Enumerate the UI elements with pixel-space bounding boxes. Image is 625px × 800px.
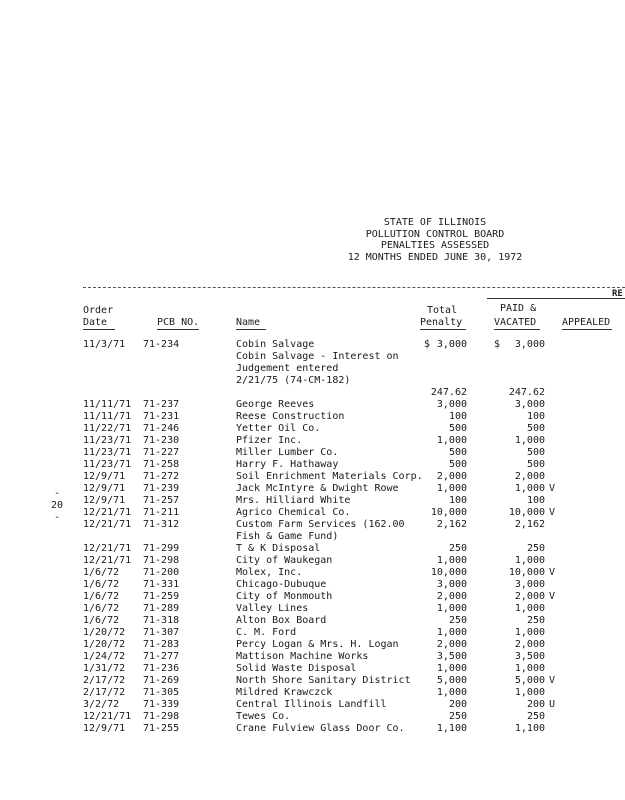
row-paid-vacated: 3,000 bbox=[514, 399, 545, 410]
row-name: Mrs. Hilliard White bbox=[236, 495, 351, 506]
row-status-flag: U bbox=[549, 699, 556, 710]
row-total-penalty: 3,500 bbox=[436, 651, 467, 662]
row-date: 12/21/71 bbox=[83, 543, 132, 554]
row-name: Central Illinois Landfill bbox=[236, 699, 387, 710]
title-penalties: PENALTIES ASSESSED bbox=[380, 240, 490, 251]
row-date: 1/24/72 bbox=[83, 651, 126, 662]
row-pcb-no: 71-255 bbox=[143, 723, 180, 734]
row-name: Percy Logan & Mrs. H. Logan bbox=[236, 639, 399, 650]
row-name: 2/21/75 (74-CM-182) bbox=[236, 375, 351, 386]
row-total-penalty: 5,000 bbox=[436, 675, 467, 686]
row-name: Fish & Game Fund) bbox=[236, 531, 339, 542]
row-paid-vacated: 10,000 bbox=[508, 507, 545, 518]
table-row bbox=[0, 651, 625, 663]
row-date: 12/21/71 bbox=[83, 711, 132, 722]
table-row bbox=[0, 603, 625, 615]
row-paid-vacated: 10,000 bbox=[508, 567, 545, 578]
page-number-value: 20 bbox=[50, 500, 64, 511]
row-total-dollar-sign: $ bbox=[424, 339, 431, 350]
row-pcb-no: 71-239 bbox=[143, 483, 180, 494]
underline-pcb bbox=[157, 329, 199, 330]
row-date: 11/23/71 bbox=[83, 447, 132, 458]
row-pcb-no: 71-277 bbox=[143, 651, 180, 662]
row-pcb-no: 71-283 bbox=[143, 639, 180, 650]
table-row bbox=[0, 543, 625, 555]
row-paid-vacated: 500 bbox=[526, 423, 545, 434]
row-name: Mattison Machine Works bbox=[236, 651, 369, 662]
row-paid-vacated: 500 bbox=[526, 447, 545, 458]
table-row bbox=[0, 483, 625, 495]
row-date: 1/6/72 bbox=[83, 615, 120, 626]
report-title bbox=[320, 217, 550, 263]
row-paid-vacated: 247.62 bbox=[508, 387, 545, 398]
underline-vacated bbox=[494, 329, 540, 330]
row-status-flag: V bbox=[549, 567, 556, 578]
row-total-penalty: 200 bbox=[448, 699, 467, 710]
row-name: Valley Lines bbox=[236, 603, 309, 614]
col-appealed: APPEALED bbox=[562, 317, 611, 328]
row-name: Reese Construction bbox=[236, 411, 345, 422]
row-total-penalty: 1,000 bbox=[436, 483, 467, 494]
row-name: Alton Box Board bbox=[236, 615, 327, 626]
row-paid-vacated: 5,000 bbox=[514, 675, 545, 686]
row-date: 1/31/72 bbox=[83, 663, 126, 674]
row-total-penalty: 1,100 bbox=[436, 723, 467, 734]
page-number-dash-top: - bbox=[53, 488, 61, 499]
row-name: Crane Fulview Glass Door Co. bbox=[236, 723, 405, 734]
row-pcb-no: 71-257 bbox=[143, 495, 180, 506]
table-row bbox=[0, 519, 625, 531]
row-paid-vacated: 2,000 bbox=[514, 639, 545, 650]
row-paid-vacated: 200 bbox=[526, 699, 545, 710]
row-name: City of Monmouth bbox=[236, 591, 333, 602]
row-name: Mildred Krawczck bbox=[236, 687, 333, 698]
header-rule-top bbox=[83, 287, 625, 288]
table-row bbox=[0, 507, 625, 519]
table-row bbox=[0, 387, 625, 399]
row-pcb-no: 71-269 bbox=[143, 675, 180, 686]
col-date: Date bbox=[83, 317, 108, 328]
row-pcb-no: 71-298 bbox=[143, 711, 180, 722]
row-date: 1/6/72 bbox=[83, 567, 120, 578]
row-name: Tewes Co. bbox=[236, 711, 291, 722]
table-row bbox=[0, 471, 625, 483]
row-paid-vacated: 1,000 bbox=[514, 603, 545, 614]
row-pcb-no: 71-236 bbox=[143, 663, 180, 674]
row-date: 12/9/71 bbox=[83, 495, 126, 506]
row-total-penalty: 500 bbox=[448, 423, 467, 434]
row-date: 12/9/71 bbox=[83, 483, 126, 494]
row-date: 11/3/71 bbox=[83, 339, 126, 350]
row-status-flag: V bbox=[549, 483, 556, 494]
row-name: City of Waukegan bbox=[236, 555, 333, 566]
row-status-flag: V bbox=[549, 507, 556, 518]
row-paid-vacated: 500 bbox=[526, 459, 545, 470]
row-paid-vacated: 1,000 bbox=[514, 663, 545, 674]
row-paid-vacated: 2,162 bbox=[514, 519, 545, 530]
row-paid-vacated: 100 bbox=[526, 411, 545, 422]
row-total-penalty: 3,000 bbox=[436, 399, 467, 410]
row-total-penalty: 100 bbox=[448, 495, 467, 506]
row-total-penalty: 500 bbox=[448, 447, 467, 458]
table-row bbox=[0, 411, 625, 423]
row-total-penalty: 10,000 bbox=[430, 507, 467, 518]
row-paid-vacated: 3,500 bbox=[514, 651, 545, 662]
row-total-penalty: 100 bbox=[448, 411, 467, 422]
row-name: Yetter Oil Co. bbox=[236, 423, 321, 434]
table-row bbox=[0, 663, 625, 675]
table-row bbox=[0, 699, 625, 711]
row-total-penalty: 10,000 bbox=[430, 567, 467, 578]
paid-group-rule bbox=[487, 298, 625, 299]
table-row bbox=[0, 375, 625, 387]
row-name: Harry F. Hathaway bbox=[236, 459, 339, 470]
row-paid-vacated: 250 bbox=[526, 543, 545, 554]
row-total-penalty: 1,000 bbox=[436, 555, 467, 566]
row-date: 12/9/71 bbox=[83, 471, 126, 482]
row-pcb-no: 71-200 bbox=[143, 567, 180, 578]
row-total-penalty: 250 bbox=[448, 543, 467, 554]
title-period: 12 MONTHS ENDED JUNE 30, 1972 bbox=[347, 251, 523, 263]
row-name: Soil Enrichment Materials Corp. bbox=[236, 471, 423, 482]
row-date: 3/2/72 bbox=[83, 699, 120, 710]
row-paid-vacated: 2,000 bbox=[514, 591, 545, 602]
row-total-penalty: 250 bbox=[448, 615, 467, 626]
row-pcb-no: 71-339 bbox=[143, 699, 180, 710]
table-row bbox=[0, 459, 625, 471]
right-edge-label: RE bbox=[612, 289, 623, 299]
row-pcb-no: 71-231 bbox=[143, 411, 180, 422]
row-pcb-no: 71-331 bbox=[143, 579, 180, 590]
row-paid-vacated: 250 bbox=[526, 615, 545, 626]
row-paid-vacated: 2,000 bbox=[514, 471, 545, 482]
row-pcb-no: 71-258 bbox=[143, 459, 180, 470]
row-name: T & K Disposal bbox=[236, 543, 321, 554]
row-pcb-no: 71-312 bbox=[143, 519, 180, 530]
row-date: 11/23/71 bbox=[83, 435, 132, 446]
row-pcb-no: 71-318 bbox=[143, 615, 180, 626]
col-order: Order bbox=[83, 305, 114, 316]
row-status-flag: V bbox=[549, 591, 556, 602]
row-pcb-no: 71-246 bbox=[143, 423, 180, 434]
row-paid-vacated: 3,000 bbox=[514, 579, 545, 590]
table-row bbox=[0, 675, 625, 687]
table-row bbox=[0, 579, 625, 591]
underline-name bbox=[236, 329, 266, 330]
row-total-penalty: 3,000 bbox=[436, 579, 467, 590]
row-paid-vacated: 1,000 bbox=[514, 435, 545, 446]
row-name: Chicago-Dubuque bbox=[236, 579, 327, 590]
row-status-flag: V bbox=[549, 675, 556, 686]
table-row bbox=[0, 555, 625, 567]
row-name: C. M. Ford bbox=[236, 627, 297, 638]
row-pcb-no: 71-259 bbox=[143, 591, 180, 602]
row-pcb-no: 71-227 bbox=[143, 447, 180, 458]
row-total-penalty: 2,000 bbox=[436, 639, 467, 650]
row-total-penalty: 247.62 bbox=[430, 387, 467, 398]
row-pcb-no: 71-299 bbox=[143, 543, 180, 554]
penalty-table bbox=[0, 339, 625, 735]
row-date: 11/11/71 bbox=[83, 399, 132, 410]
row-date: 11/22/71 bbox=[83, 423, 132, 434]
row-paid-vacated: 3,000 bbox=[514, 339, 545, 350]
row-pcb-no: 71-305 bbox=[143, 687, 180, 698]
row-total-penalty: 1,000 bbox=[436, 627, 467, 638]
row-pcb-no: 71-272 bbox=[143, 471, 180, 482]
row-pcb-no: 71-307 bbox=[143, 627, 180, 638]
table-row bbox=[0, 687, 625, 699]
table-row bbox=[0, 447, 625, 459]
title-board: POLLUTION CONTROL BOARD bbox=[365, 228, 505, 240]
row-date: 11/23/71 bbox=[83, 459, 132, 470]
row-paid-dollar-sign: $ bbox=[494, 339, 501, 350]
row-pcb-no: 71-234 bbox=[143, 339, 180, 350]
row-date: 12/21/71 bbox=[83, 519, 132, 530]
row-total-penalty: 2,162 bbox=[436, 519, 467, 530]
row-name: North Shore Sanitary District bbox=[236, 675, 411, 686]
underline-appealed bbox=[562, 329, 612, 330]
row-pcb-no: 71-237 bbox=[143, 399, 180, 410]
col-total: Total bbox=[427, 305, 458, 316]
table-row bbox=[0, 495, 625, 507]
row-date: 2/17/72 bbox=[83, 675, 126, 686]
row-name: Solid Waste Disposal bbox=[236, 663, 357, 674]
row-name: Molex, Inc. bbox=[236, 567, 303, 578]
row-total-penalty: 1,000 bbox=[436, 663, 467, 674]
col-name: Name bbox=[236, 317, 261, 328]
row-date: 1/20/72 bbox=[83, 639, 126, 650]
underline-penalty bbox=[420, 329, 466, 330]
row-total-penalty: 1,000 bbox=[436, 687, 467, 698]
row-date: 12/21/71 bbox=[83, 507, 132, 518]
table-row bbox=[0, 339, 625, 351]
col-paid: PAID & bbox=[500, 303, 537, 314]
row-pcb-no: 71-289 bbox=[143, 603, 180, 614]
table-row bbox=[0, 399, 625, 411]
row-name: Miller Lumber Co. bbox=[236, 447, 339, 458]
row-name: Agrico Chemical Co. bbox=[236, 507, 351, 518]
row-paid-vacated: 250 bbox=[526, 711, 545, 722]
row-total-penalty: 2,000 bbox=[436, 591, 467, 602]
row-paid-vacated: 1,000 bbox=[514, 483, 545, 494]
row-date: 12/9/71 bbox=[83, 723, 126, 734]
row-paid-vacated: 1,000 bbox=[514, 627, 545, 638]
table-row bbox=[0, 363, 625, 375]
row-date: 1/6/72 bbox=[83, 579, 120, 590]
underline-date bbox=[83, 329, 115, 330]
table-row bbox=[0, 567, 625, 579]
row-total-penalty: 500 bbox=[448, 459, 467, 470]
row-name: Custom Farm Services (162.00 bbox=[236, 519, 405, 530]
row-date: 1/20/72 bbox=[83, 627, 126, 638]
table-row bbox=[0, 627, 625, 639]
row-date: 12/21/71 bbox=[83, 555, 132, 566]
table-row bbox=[0, 639, 625, 651]
col-vacated: VACATED bbox=[494, 317, 537, 328]
row-name: Pfizer Inc. bbox=[236, 435, 303, 446]
page-number-dash-bottom: - bbox=[53, 512, 61, 523]
row-name: George Reeves bbox=[236, 399, 315, 410]
table-row bbox=[0, 711, 625, 723]
title-state: STATE OF ILLINOIS bbox=[383, 217, 487, 228]
row-total-penalty: 2,000 bbox=[436, 471, 467, 482]
row-paid-vacated: 100 bbox=[526, 495, 545, 506]
row-paid-vacated: 1,000 bbox=[514, 687, 545, 698]
row-pcb-no: 71-230 bbox=[143, 435, 180, 446]
table-row bbox=[0, 723, 625, 735]
row-name: Judgement entered bbox=[236, 363, 339, 374]
row-pcb-no: 71-298 bbox=[143, 555, 180, 566]
row-date: 2/17/72 bbox=[83, 687, 126, 698]
row-paid-vacated: 1,100 bbox=[514, 723, 545, 734]
row-name: Cobin Salvage bbox=[236, 339, 315, 350]
table-row bbox=[0, 615, 625, 627]
row-pcb-no: 71-211 bbox=[143, 507, 180, 518]
table-row bbox=[0, 435, 625, 447]
table-row bbox=[0, 591, 625, 603]
table-row bbox=[0, 423, 625, 435]
row-date: 11/11/71 bbox=[83, 411, 132, 422]
row-date: 1/6/72 bbox=[83, 591, 120, 602]
col-penalty: Penalty bbox=[420, 317, 463, 328]
row-name: Cobin Salvage - Interest on bbox=[236, 351, 399, 362]
row-total-penalty: 250 bbox=[448, 711, 467, 722]
table-row bbox=[0, 531, 625, 543]
row-paid-vacated: 1,000 bbox=[514, 555, 545, 566]
row-date: 1/6/72 bbox=[83, 603, 120, 614]
row-name: Jack McIntyre & Dwight Rowe bbox=[236, 483, 399, 494]
row-total-penalty: 1,000 bbox=[436, 435, 467, 446]
row-total-penalty: 1,000 bbox=[436, 603, 467, 614]
col-pcb-no: PCB NO. bbox=[157, 317, 200, 328]
row-total-penalty: 3,000 bbox=[436, 339, 467, 350]
table-row bbox=[0, 351, 625, 363]
